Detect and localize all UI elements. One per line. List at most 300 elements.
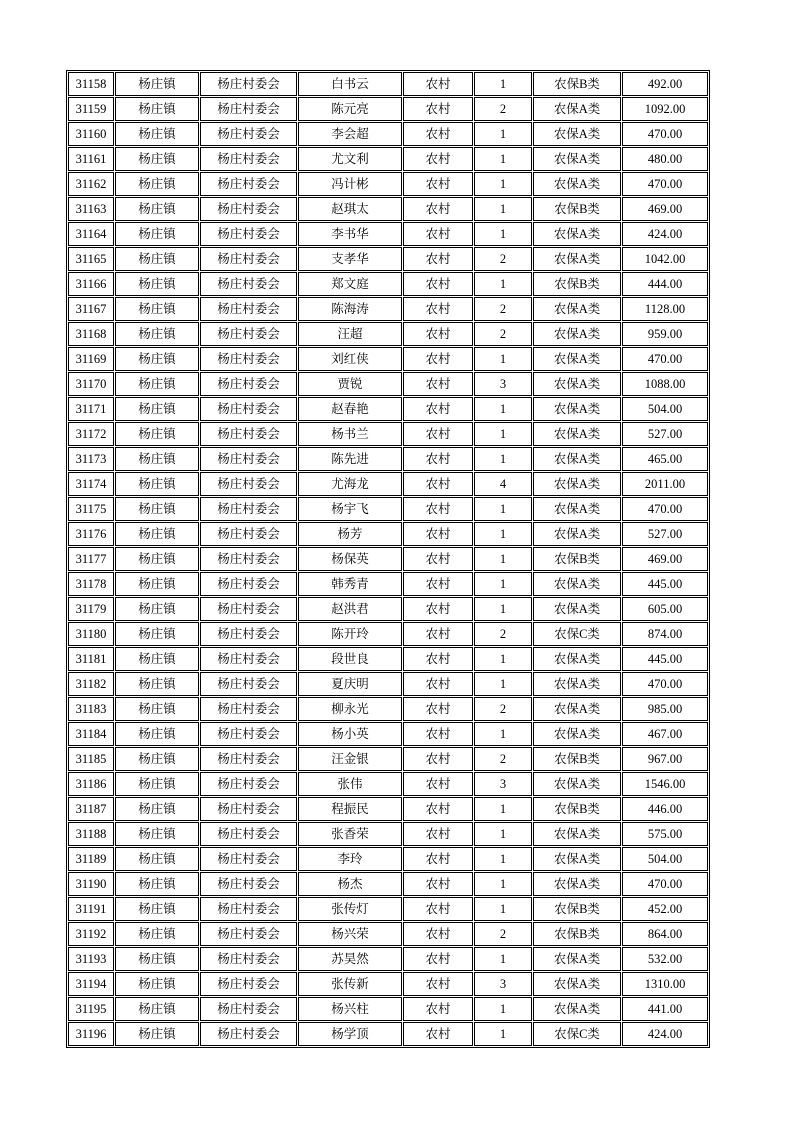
cell-record-id: 31171	[68, 397, 114, 421]
cell-record-id: 31186	[68, 772, 114, 796]
cell-town: 杨庄镇	[115, 922, 199, 946]
table-row	[68, 147, 708, 171]
cell-household-type: 农村	[403, 797, 473, 821]
cell-record-id: 31159	[68, 97, 114, 121]
cell-town: 杨庄镇	[115, 672, 199, 696]
table-row	[68, 97, 708, 121]
cell-amount: 465.00	[622, 447, 708, 471]
cell-insurance-category: 农保A类	[533, 397, 621, 421]
cell-village-committee: 杨庄村委会	[200, 522, 297, 546]
cell-insurance-category: 农保A类	[533, 822, 621, 846]
cell-insurance-category: 农保B类	[533, 747, 621, 771]
cell-person-name: 李书华	[298, 222, 402, 246]
cell-amount: 470.00	[622, 172, 708, 196]
cell-record-id: 31182	[68, 672, 114, 696]
cell-village-committee: 杨庄村委会	[200, 772, 297, 796]
cell-household-type: 农村	[403, 147, 473, 171]
table-row	[68, 872, 708, 896]
cell-person-name: 夏庆明	[298, 672, 402, 696]
table-row	[68, 522, 708, 546]
cell-household-type: 农村	[403, 172, 473, 196]
cell-town: 杨庄镇	[115, 522, 199, 546]
cell-insurance-category: 农保A类	[533, 997, 621, 1021]
cell-household-type: 农村	[403, 547, 473, 571]
cell-household-type: 农村	[403, 872, 473, 896]
cell-household-type: 农村	[403, 347, 473, 371]
cell-amount: 527.00	[622, 522, 708, 546]
cell-town: 杨庄镇	[115, 697, 199, 721]
cell-town: 杨庄镇	[115, 147, 199, 171]
cell-person-name: 赵洪君	[298, 597, 402, 621]
cell-village-committee: 杨庄村委会	[200, 397, 297, 421]
cell-person-name: 杨书兰	[298, 422, 402, 446]
table-row	[68, 247, 708, 271]
table-row	[68, 847, 708, 871]
table-row	[68, 672, 708, 696]
cell-person-count: 1	[474, 847, 532, 871]
cell-amount: 470.00	[622, 122, 708, 146]
cell-person-name: 汪金银	[298, 747, 402, 771]
cell-village-committee: 杨庄村委会	[200, 797, 297, 821]
cell-household-type: 农村	[403, 397, 473, 421]
cell-household-type: 农村	[403, 247, 473, 271]
table-row	[68, 1022, 708, 1046]
table-row	[68, 922, 708, 946]
cell-town: 杨庄镇	[115, 197, 199, 221]
cell-insurance-category: 农保B类	[533, 197, 621, 221]
cell-person-name: 杨兴荣	[298, 922, 402, 946]
cell-household-type: 农村	[403, 922, 473, 946]
cell-village-committee: 杨庄村委会	[200, 622, 297, 646]
cell-amount: 1310.00	[622, 972, 708, 996]
cell-village-committee: 杨庄村委会	[200, 497, 297, 521]
cell-person-count: 1	[474, 197, 532, 221]
cell-insurance-category: 农保A类	[533, 522, 621, 546]
cell-insurance-category: 农保A类	[533, 647, 621, 671]
cell-person-count: 2	[474, 747, 532, 771]
cell-insurance-category: 农保A类	[533, 872, 621, 896]
cell-person-name: 贾锐	[298, 372, 402, 396]
cell-person-count: 1	[474, 72, 532, 96]
cell-village-committee: 杨庄村委会	[200, 72, 297, 96]
cell-insurance-category: 农保A类	[533, 97, 621, 121]
cell-village-committee: 杨庄村委会	[200, 297, 297, 321]
table-row	[68, 972, 708, 996]
cell-household-type: 农村	[403, 972, 473, 996]
cell-household-type: 农村	[403, 897, 473, 921]
cell-town: 杨庄镇	[115, 372, 199, 396]
cell-village-committee: 杨庄村委会	[200, 372, 297, 396]
cell-amount: 1092.00	[622, 97, 708, 121]
cell-household-type: 农村	[403, 472, 473, 496]
cell-record-id: 31164	[68, 222, 114, 246]
cell-person-count: 1	[474, 147, 532, 171]
cell-insurance-category: 农保B类	[533, 72, 621, 96]
cell-record-id: 31167	[68, 297, 114, 321]
cell-person-name: 段世良	[298, 647, 402, 671]
cell-person-name: 柳永光	[298, 697, 402, 721]
cell-record-id: 31170	[68, 372, 114, 396]
cell-town: 杨庄镇	[115, 272, 199, 296]
cell-person-count: 1	[474, 547, 532, 571]
cell-person-count: 2	[474, 697, 532, 721]
cell-village-committee: 杨庄村委会	[200, 672, 297, 696]
cell-person-count: 1	[474, 997, 532, 1021]
cell-record-id: 31174	[68, 472, 114, 496]
cell-household-type: 农村	[403, 322, 473, 346]
cell-insurance-category: 农保A类	[533, 972, 621, 996]
cell-person-name: 杨兴柱	[298, 997, 402, 1021]
cell-amount: 967.00	[622, 747, 708, 771]
cell-household-type: 农村	[403, 747, 473, 771]
cell-person-count: 2	[474, 97, 532, 121]
cell-record-id: 31166	[68, 272, 114, 296]
cell-person-name: 程振民	[298, 797, 402, 821]
cell-record-id: 31175	[68, 497, 114, 521]
cell-town: 杨庄镇	[115, 572, 199, 596]
cell-insurance-category: 农保A类	[533, 672, 621, 696]
table-row	[68, 747, 708, 771]
cell-town: 杨庄镇	[115, 497, 199, 521]
cell-household-type: 农村	[403, 222, 473, 246]
cell-village-committee: 杨庄村委会	[200, 147, 297, 171]
cell-person-count: 1	[474, 872, 532, 896]
cell-town: 杨庄镇	[115, 897, 199, 921]
cell-record-id: 31193	[68, 947, 114, 971]
cell-person-name: 陈海涛	[298, 297, 402, 321]
table-row	[68, 472, 708, 496]
cell-record-id: 31190	[68, 872, 114, 896]
cell-town: 杨庄镇	[115, 722, 199, 746]
cell-town: 杨庄镇	[115, 447, 199, 471]
cell-household-type: 农村	[403, 422, 473, 446]
cell-town: 杨庄镇	[115, 847, 199, 871]
cell-town: 杨庄镇	[115, 547, 199, 571]
table-row	[68, 572, 708, 596]
cell-household-type: 农村	[403, 1022, 473, 1046]
cell-insurance-category: 农保B类	[533, 797, 621, 821]
cell-amount: 470.00	[622, 872, 708, 896]
cell-town: 杨庄镇	[115, 972, 199, 996]
cell-village-committee: 杨庄村委会	[200, 347, 297, 371]
cell-town: 杨庄镇	[115, 822, 199, 846]
cell-insurance-category: 农保A类	[533, 847, 621, 871]
cell-amount: 1088.00	[622, 372, 708, 396]
cell-town: 杨庄镇	[115, 997, 199, 1021]
cell-person-count: 1	[474, 397, 532, 421]
cell-person-name: 杨芳	[298, 522, 402, 546]
cell-person-name: 陈开玲	[298, 622, 402, 646]
cell-insurance-category: 农保A类	[533, 222, 621, 246]
cell-village-committee: 杨庄村委会	[200, 997, 297, 1021]
cell-person-count: 3	[474, 772, 532, 796]
cell-village-committee: 杨庄村委会	[200, 697, 297, 721]
table-row	[68, 347, 708, 371]
table-row	[68, 997, 708, 1021]
cell-household-type: 农村	[403, 447, 473, 471]
cell-amount: 470.00	[622, 672, 708, 696]
cell-person-count: 1	[474, 422, 532, 446]
cell-town: 杨庄镇	[115, 472, 199, 496]
cell-insurance-category: 农保A类	[533, 597, 621, 621]
cell-person-name: 李玲	[298, 847, 402, 871]
cell-amount: 985.00	[622, 697, 708, 721]
cell-household-type: 农村	[403, 497, 473, 521]
table-row	[68, 947, 708, 971]
table-row	[68, 397, 708, 421]
cell-household-type: 农村	[403, 297, 473, 321]
cell-village-committee: 杨庄村委会	[200, 1022, 297, 1046]
cell-amount: 470.00	[622, 497, 708, 521]
cell-record-id: 31158	[68, 72, 114, 96]
table-row	[68, 622, 708, 646]
cell-person-count: 2	[474, 622, 532, 646]
cell-village-committee: 杨庄村委会	[200, 197, 297, 221]
cell-amount: 527.00	[622, 422, 708, 446]
cell-person-name: 张传新	[298, 972, 402, 996]
table-row	[68, 497, 708, 521]
cell-person-count: 2	[474, 922, 532, 946]
cell-household-type: 农村	[403, 372, 473, 396]
cell-town: 杨庄镇	[115, 322, 199, 346]
cell-person-name: 郑文庭	[298, 272, 402, 296]
cell-record-id: 31181	[68, 647, 114, 671]
cell-amount: 467.00	[622, 722, 708, 746]
cell-person-name: 张香荣	[298, 822, 402, 846]
cell-village-committee: 杨庄村委会	[200, 647, 297, 671]
records-table	[66, 70, 710, 1048]
cell-insurance-category: 农保C类	[533, 622, 621, 646]
cell-amount: 532.00	[622, 947, 708, 971]
cell-village-committee: 杨庄村委会	[200, 222, 297, 246]
cell-town: 杨庄镇	[115, 797, 199, 821]
cell-village-committee: 杨庄村委会	[200, 872, 297, 896]
cell-town: 杨庄镇	[115, 72, 199, 96]
cell-person-name: 赵春艳	[298, 397, 402, 421]
cell-person-count: 1	[474, 272, 532, 296]
cell-insurance-category: 农保A类	[533, 172, 621, 196]
cell-town: 杨庄镇	[115, 872, 199, 896]
cell-person-name: 刘红侠	[298, 347, 402, 371]
cell-person-count: 1	[474, 722, 532, 746]
cell-amount: 469.00	[622, 197, 708, 221]
cell-record-id: 31194	[68, 972, 114, 996]
cell-person-name: 支孝华	[298, 247, 402, 271]
cell-person-count: 4	[474, 472, 532, 496]
records-tbody	[68, 72, 708, 1046]
cell-record-id: 31184	[68, 722, 114, 746]
table-row	[68, 172, 708, 196]
cell-town: 杨庄镇	[115, 397, 199, 421]
cell-household-type: 农村	[403, 647, 473, 671]
cell-village-committee: 杨庄村委会	[200, 572, 297, 596]
cell-person-count: 1	[474, 1022, 532, 1046]
table-row	[68, 647, 708, 671]
cell-amount: 480.00	[622, 147, 708, 171]
table-row	[68, 272, 708, 296]
cell-town: 杨庄镇	[115, 247, 199, 271]
cell-village-committee: 杨庄村委会	[200, 897, 297, 921]
cell-amount: 874.00	[622, 622, 708, 646]
cell-village-committee: 杨庄村委会	[200, 247, 297, 271]
cell-town: 杨庄镇	[115, 347, 199, 371]
cell-insurance-category: 农保A类	[533, 772, 621, 796]
cell-person-name: 冯计彬	[298, 172, 402, 196]
cell-amount: 1128.00	[622, 297, 708, 321]
cell-household-type: 农村	[403, 522, 473, 546]
cell-person-count: 1	[474, 222, 532, 246]
cell-household-type: 农村	[403, 822, 473, 846]
cell-amount: 504.00	[622, 847, 708, 871]
cell-town: 杨庄镇	[115, 122, 199, 146]
cell-amount: 441.00	[622, 997, 708, 1021]
cell-village-committee: 杨庄村委会	[200, 947, 297, 971]
cell-person-count: 1	[474, 447, 532, 471]
cell-household-type: 农村	[403, 947, 473, 971]
table-row	[68, 772, 708, 796]
table-row	[68, 72, 708, 96]
cell-person-name: 陈先进	[298, 447, 402, 471]
cell-person-name: 杨保英	[298, 547, 402, 571]
cell-household-type: 农村	[403, 597, 473, 621]
cell-record-id: 31185	[68, 747, 114, 771]
cell-insurance-category: 农保A类	[533, 947, 621, 971]
cell-village-committee: 杨庄村委会	[200, 472, 297, 496]
table-row	[68, 597, 708, 621]
cell-village-committee: 杨庄村委会	[200, 722, 297, 746]
cell-record-id: 31191	[68, 897, 114, 921]
cell-person-count: 1	[474, 497, 532, 521]
cell-household-type: 农村	[403, 272, 473, 296]
cell-amount: 445.00	[622, 572, 708, 596]
cell-person-name: 杨杰	[298, 872, 402, 896]
cell-record-id: 31188	[68, 822, 114, 846]
cell-person-name: 杨宇飞	[298, 497, 402, 521]
table-row	[68, 297, 708, 321]
cell-insurance-category: 农保A类	[533, 147, 621, 171]
cell-amount: 446.00	[622, 797, 708, 821]
cell-insurance-category: 农保B类	[533, 897, 621, 921]
cell-household-type: 农村	[403, 122, 473, 146]
cell-record-id: 31178	[68, 572, 114, 596]
cell-person-count: 1	[474, 797, 532, 821]
table-row	[68, 697, 708, 721]
cell-amount: 470.00	[622, 347, 708, 371]
cell-town: 杨庄镇	[115, 747, 199, 771]
cell-village-committee: 杨庄村委会	[200, 447, 297, 471]
cell-insurance-category: 农保B类	[533, 547, 621, 571]
cell-village-committee: 杨庄村委会	[200, 747, 297, 771]
cell-record-id: 31195	[68, 997, 114, 1021]
cell-record-id: 31172	[68, 422, 114, 446]
cell-insurance-category: 农保A类	[533, 122, 621, 146]
cell-town: 杨庄镇	[115, 422, 199, 446]
cell-insurance-category: 农保A类	[533, 472, 621, 496]
cell-town: 杨庄镇	[115, 1022, 199, 1046]
cell-household-type: 农村	[403, 97, 473, 121]
cell-person-name: 张伟	[298, 772, 402, 796]
cell-amount: 959.00	[622, 322, 708, 346]
table-row	[68, 197, 708, 221]
cell-insurance-category: 农保B类	[533, 272, 621, 296]
cell-household-type: 农村	[403, 572, 473, 596]
cell-household-type: 农村	[403, 697, 473, 721]
cell-record-id: 31163	[68, 197, 114, 221]
cell-person-name: 尤海龙	[298, 472, 402, 496]
cell-village-committee: 杨庄村委会	[200, 597, 297, 621]
cell-village-committee: 杨庄村委会	[200, 122, 297, 146]
table-row	[68, 322, 708, 346]
cell-town: 杨庄镇	[115, 947, 199, 971]
cell-amount: 444.00	[622, 272, 708, 296]
cell-amount: 469.00	[622, 547, 708, 571]
cell-amount: 424.00	[622, 1022, 708, 1046]
cell-amount: 492.00	[622, 72, 708, 96]
cell-amount: 1546.00	[622, 772, 708, 796]
cell-household-type: 农村	[403, 672, 473, 696]
cell-town: 杨庄镇	[115, 647, 199, 671]
cell-town: 杨庄镇	[115, 597, 199, 621]
cell-person-count: 1	[474, 522, 532, 546]
cell-amount: 504.00	[622, 397, 708, 421]
cell-town: 杨庄镇	[115, 97, 199, 121]
cell-household-type: 农村	[403, 772, 473, 796]
cell-person-name: 汪超	[298, 322, 402, 346]
cell-person-name: 张传灯	[298, 897, 402, 921]
cell-town: 杨庄镇	[115, 222, 199, 246]
cell-record-id: 31183	[68, 697, 114, 721]
cell-household-type: 农村	[403, 197, 473, 221]
cell-household-type: 农村	[403, 622, 473, 646]
cell-town: 杨庄镇	[115, 297, 199, 321]
cell-record-id: 31177	[68, 547, 114, 571]
cell-insurance-category: 农保A类	[533, 722, 621, 746]
cell-insurance-category: 农保C类	[533, 1022, 621, 1046]
cell-village-committee: 杨庄村委会	[200, 972, 297, 996]
cell-record-id: 31162	[68, 172, 114, 196]
cell-record-id: 31179	[68, 597, 114, 621]
cell-record-id: 31161	[68, 147, 114, 171]
table-row	[68, 822, 708, 846]
cell-person-name: 韩秀青	[298, 572, 402, 596]
cell-village-committee: 杨庄村委会	[200, 422, 297, 446]
cell-record-id: 31165	[68, 247, 114, 271]
cell-insurance-category: 农保A类	[533, 347, 621, 371]
cell-person-count: 1	[474, 347, 532, 371]
cell-person-name: 李会超	[298, 122, 402, 146]
table-row	[68, 422, 708, 446]
cell-person-count: 1	[474, 572, 532, 596]
cell-town: 杨庄镇	[115, 622, 199, 646]
cell-village-committee: 杨庄村委会	[200, 547, 297, 571]
cell-record-id: 31160	[68, 122, 114, 146]
table-row	[68, 122, 708, 146]
table-row	[68, 447, 708, 471]
table-row	[68, 897, 708, 921]
cell-person-count: 1	[474, 822, 532, 846]
cell-insurance-category: 农保A类	[533, 422, 621, 446]
cell-insurance-category: 农保A类	[533, 697, 621, 721]
cell-person-name: 苏昊然	[298, 947, 402, 971]
cell-household-type: 农村	[403, 722, 473, 746]
cell-person-count: 3	[474, 972, 532, 996]
cell-insurance-category: 农保A类	[533, 322, 621, 346]
cell-village-committee: 杨庄村委会	[200, 922, 297, 946]
cell-person-count: 2	[474, 247, 532, 271]
cell-amount: 605.00	[622, 597, 708, 621]
cell-person-name: 杨学顶	[298, 1022, 402, 1046]
cell-person-count: 3	[474, 372, 532, 396]
